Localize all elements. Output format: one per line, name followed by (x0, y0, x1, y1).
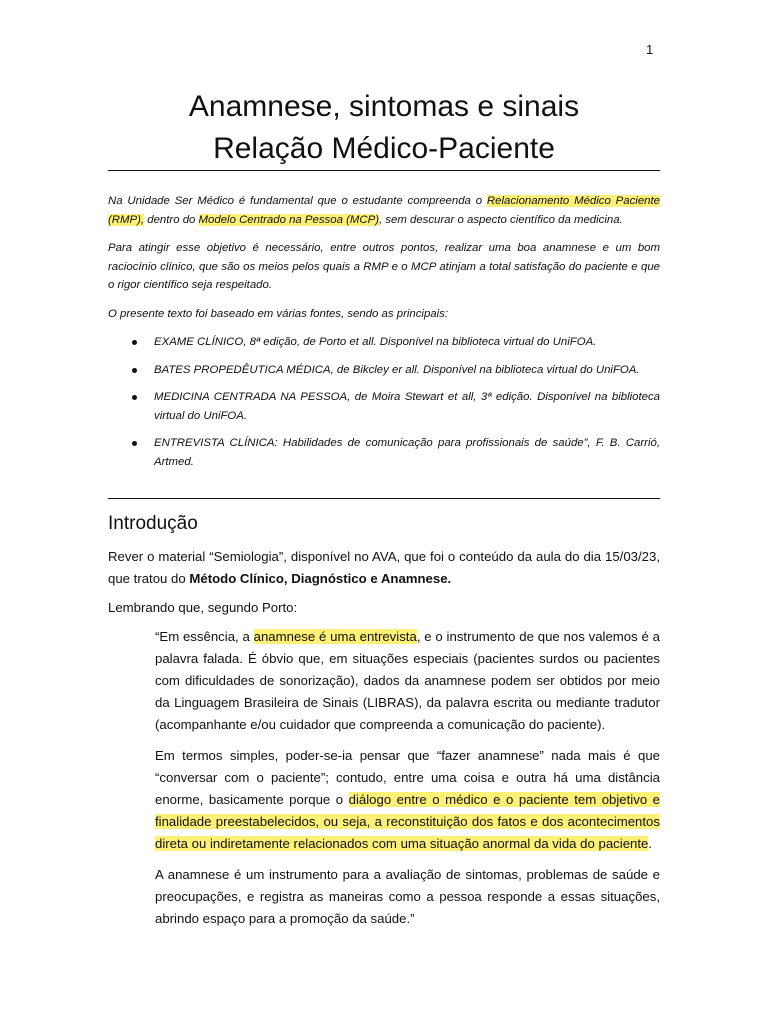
source-text: MEDICINA CENTRADA NA PESSOA, de Moira Stewart et all, 3ª edição. Disponível na biblioteca virtual do UniFOA. (154, 391, 660, 422)
bullet-icon (132, 441, 137, 446)
quote-paragraph-3: A anamnese é um instrumento para a avaliação de sintomas, problemas de saúde e preocupações, e registra as maneiras como a pessoa responde a essas situações, abrindo espaço para a promoção da saúde.” (155, 867, 660, 926)
bullet-icon (132, 368, 137, 373)
quote-paragraph-1 (155, 626, 660, 736)
text-run: dentro do (144, 213, 199, 226)
bold-text: Método Clínico, Diagnóstico e Anamnese. (189, 571, 452, 586)
intro-block (108, 192, 660, 480)
highlighted-text: Relacionamento Médico Paciente (RMP), (108, 195, 660, 226)
list-item (108, 434, 660, 471)
source-text: ENTREVISTA CLÍNICA: Habilidades de comunicação para profissionais de saúde”, F. B. Carrió, Artmed. (154, 437, 660, 468)
list-item (108, 361, 660, 380)
page-number: 1 (646, 42, 654, 57)
title-line-1: Anamnese, sintomas e sinais (188, 90, 580, 123)
section-divider (108, 498, 660, 499)
title-line-2: Relação Médico-Paciente (213, 132, 555, 165)
document-title (108, 86, 660, 170)
text-run: , e o instrumento de que nos valemos é a palavra falada. É óbvio que, em situações especiais (pacientes surdos ou pacientes com dificuldades de sonorização), dados da anamnese podem ser obtidos por meio da Linguagem Brasileira de Sinais (LIBRAS), da palavra escrita ou mediante tradutor (acompanhante e/ou cuidador que compreenda a comunicação do paciente). (155, 629, 660, 732)
intro-paragraph-3: O presente texto foi baseado em várias fontes, sendo as principais: (108, 307, 449, 320)
highlighted-text: anamnese é uma entrevista (253, 629, 417, 644)
text-run: Rever o material “Semiologia”, disponível no AVA, que foi o conteúdo da aula do dia 15/03/23, que tratou do (108, 549, 660, 586)
highlighted-text: Modelo Centrado na Pessoa (MCP) (198, 213, 379, 226)
intro-paragraph-1 (108, 192, 660, 229)
bullet-icon (132, 395, 137, 400)
source-text: BATES PROPEDÊUTICA MÉDICA, de Bikcley er all. Disponível na biblioteca virtual do UniFOA. (154, 363, 640, 376)
bullet-icon (132, 340, 137, 345)
text-run: , sem descurar o aspecto científico da medicina. (378, 213, 623, 226)
quote-paragraph-2 (155, 745, 660, 855)
intro-paragraph-2: Para atingir esse objetivo é necessário, entre outros pontos, realizar uma boa anamnese e um bom raciocínio clínico, que são os meios pelos quais a RMP e o MCP atinjam a total satisfação do paciente e que o rigor científico seja respeitado. (108, 242, 660, 291)
highlighted-text: diálogo entre o médico e o paciente tem objetivo e finalidade preestabelecidos, ou seja, a reconstituição dos fatos e dos acontecimentos direta ou indiretamente relacionados com uma situação anormal da vida do paciente (155, 792, 661, 851)
list-item (108, 388, 660, 425)
text-run: . (648, 836, 653, 851)
list-item (108, 333, 660, 352)
text-run: Na Unidade Ser Médico é fundamental que o estudante compreenda o (108, 195, 487, 207)
block-quote (155, 626, 660, 930)
source-text: EXAME CLÍNICO, 8ª edição, de Porto et all. Disponível na biblioteca virtual do UniFOA. (154, 336, 597, 348)
text-run: Em termos simples, poder-se-ia pensar que “fazer anamnese” nada mais é que “conversar com o paciente”; contudo, entre uma coisa e outra há uma distância enorme, basicamente porque o (155, 748, 660, 807)
body-paragraph-2: Lembrando que, segundo Porto: (108, 600, 298, 615)
section-heading: Introdução (108, 513, 198, 534)
section-body (108, 546, 660, 939)
text-run: “Em essência, a (155, 629, 254, 644)
title-divider (108, 170, 660, 171)
body-paragraph-1 (108, 546, 660, 590)
sources-list (108, 333, 660, 471)
